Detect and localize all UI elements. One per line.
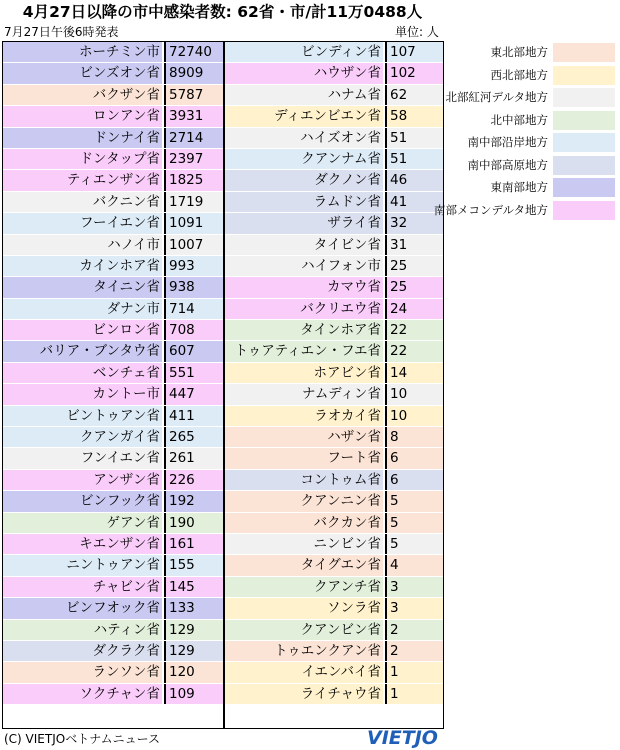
province-name: トゥエンクアン省	[225, 641, 383, 661]
table-row	[3, 555, 223, 576]
table-row	[3, 620, 223, 641]
province-name: ティエンザン省	[3, 170, 162, 190]
province-name: クアンナム省	[225, 149, 383, 169]
table-row	[3, 363, 223, 384]
table-row	[3, 192, 223, 213]
province-name: バクリエウ省	[225, 299, 383, 319]
legend-swatch	[553, 88, 615, 107]
province-name: クアンガイ省	[3, 427, 162, 447]
province-name: バリア・ブンタウ省	[3, 341, 162, 361]
province-name: ライチャウ省	[225, 684, 383, 704]
province-name: ビンフオック省	[3, 598, 162, 618]
legend-swatch	[553, 156, 615, 175]
province-name: ランソン省	[3, 662, 162, 682]
legend-swatch	[553, 66, 615, 85]
province-name: トゥアティエン・フエ省	[225, 341, 383, 361]
case-count: 102	[385, 63, 443, 83]
case-count: 551	[164, 363, 223, 383]
case-count: 6	[385, 448, 443, 468]
case-count: 1	[385, 662, 443, 682]
table-row	[3, 641, 223, 662]
table-row	[225, 63, 443, 84]
legend-item	[434, 199, 616, 222]
province-name: タイビン省	[225, 235, 383, 255]
table-row	[225, 491, 443, 512]
province-name: ホアビン省	[225, 363, 383, 383]
case-count: 190	[164, 513, 223, 533]
table-row	[3, 513, 223, 534]
province-name: ダクラク省	[3, 641, 162, 661]
province-name: ザライ省	[225, 213, 383, 233]
province-name: ソンラ省	[225, 598, 383, 618]
province-name: ハウザン省	[225, 63, 383, 83]
table-row	[3, 662, 223, 683]
case-count: 2397	[164, 149, 223, 169]
province-name: クアンチ省	[225, 577, 383, 597]
province-name: フーイエン省	[3, 213, 162, 233]
legend-item	[453, 176, 616, 199]
table-row	[3, 320, 223, 341]
case-count: 1	[385, 684, 443, 704]
table-row	[3, 684, 223, 705]
table-row	[3, 42, 223, 63]
case-count: 6	[385, 470, 443, 490]
table-row	[225, 598, 443, 619]
case-count: 107	[385, 42, 443, 62]
case-count: 8	[385, 427, 443, 447]
legend-swatch	[553, 43, 615, 62]
table-row	[225, 320, 443, 341]
province-name: イエンバイ省	[225, 662, 383, 682]
province-name: ベンチェ省	[3, 363, 162, 383]
case-count: 10	[385, 384, 443, 404]
case-count: 51	[385, 128, 443, 148]
case-count: 161	[164, 534, 223, 554]
vietjo-logo: VIETJO	[367, 727, 438, 749]
case-count: 62	[385, 85, 443, 105]
table-row	[225, 128, 443, 149]
province-name: クアンビン省	[225, 620, 383, 640]
table-row	[3, 448, 223, 469]
province-name: ロンアン省	[3, 106, 162, 126]
case-count: 10	[385, 406, 443, 426]
table-row	[225, 406, 443, 427]
case-count: 938	[164, 277, 223, 297]
case-count: 993	[164, 256, 223, 276]
case-count: 41	[385, 192, 443, 212]
case-count: 226	[164, 470, 223, 490]
province-name: ニントゥアン省	[3, 555, 162, 575]
case-count: 4	[385, 555, 443, 575]
table-row	[225, 384, 443, 405]
case-count: 133	[164, 598, 223, 618]
legend-swatch	[553, 111, 615, 130]
table-row	[3, 427, 223, 448]
province-name: バクニン省	[3, 192, 162, 212]
table-row	[3, 170, 223, 191]
province-name: ビンディン省	[225, 42, 383, 62]
table-row	[225, 42, 443, 63]
province-name: ビントゥアン省	[3, 406, 162, 426]
province-name: カインホア省	[3, 256, 162, 276]
table-column-left	[3, 42, 225, 728]
case-count: 25	[385, 256, 443, 276]
case-count: 265	[164, 427, 223, 447]
case-count: 22	[385, 341, 443, 361]
province-name: バクザン省	[3, 85, 162, 105]
case-count: 72740	[164, 42, 223, 62]
case-count: 2714	[164, 128, 223, 148]
province-name: ラオカイ省	[225, 406, 383, 426]
table-row	[225, 641, 443, 662]
case-count: 22	[385, 320, 443, 340]
legend-label: 南中部高原地方	[467, 157, 548, 172]
case-count: 8909	[164, 63, 223, 83]
table-row	[3, 256, 223, 277]
case-count: 607	[164, 341, 223, 361]
case-count: 5787	[164, 85, 223, 105]
province-name: フンイエン省	[3, 448, 162, 468]
table-row	[3, 384, 223, 405]
province-name: ダナン市	[3, 299, 162, 319]
table-row	[3, 598, 223, 619]
case-count: 31	[385, 235, 443, 255]
province-name: カマウ省	[225, 277, 383, 297]
case-count: 46	[385, 170, 443, 190]
table-row	[3, 491, 223, 512]
province-name: ホーチミン市	[3, 42, 162, 62]
province-name: アンザン省	[3, 470, 162, 490]
province-name: ディエンビエン省	[225, 106, 383, 126]
table-row	[3, 128, 223, 149]
table-row	[3, 534, 223, 555]
province-name: カントー市	[3, 384, 162, 404]
province-name: ビンロン省	[3, 320, 162, 340]
province-name: タインホア省	[225, 320, 383, 340]
province-name: ダクノン省	[225, 170, 383, 190]
case-count: 129	[164, 620, 223, 640]
table-row	[3, 63, 223, 84]
table-row	[225, 470, 443, 491]
table-column-right	[225, 42, 443, 728]
province-name: バクカン省	[225, 513, 383, 533]
table-row	[3, 470, 223, 491]
case-count: 129	[164, 641, 223, 661]
case-count: 192	[164, 491, 223, 511]
case-count: 14	[385, 363, 443, 383]
province-name: ハナム省	[225, 85, 383, 105]
case-count: 145	[164, 577, 223, 597]
announcement-date: 7月27日午後6時発表	[4, 25, 119, 39]
table-row	[3, 406, 223, 427]
province-name: ハティン省	[3, 620, 162, 640]
legend-item	[453, 64, 616, 87]
case-count: 25	[385, 277, 443, 297]
province-name: タイニン省	[3, 277, 162, 297]
table-row	[225, 277, 443, 298]
table-row	[3, 235, 223, 256]
case-count: 5	[385, 534, 443, 554]
table-row	[225, 235, 443, 256]
case-count: 58	[385, 106, 443, 126]
legend-label: 南中部沿岸地方	[467, 135, 548, 149]
case-count: 3	[385, 598, 443, 618]
province-name: ラムドン省	[225, 192, 383, 212]
table-row	[225, 256, 443, 277]
case-table	[2, 41, 444, 729]
table-row	[225, 213, 443, 234]
province-name: キエンザン省	[3, 534, 162, 554]
legend-item	[453, 131, 616, 154]
legend-label: 北中部地方	[490, 112, 548, 127]
table-row	[225, 577, 443, 598]
province-name: ハイズオン省	[225, 128, 383, 148]
case-count: 1007	[164, 235, 223, 255]
province-name: ゲアン省	[3, 513, 162, 533]
table-row	[225, 192, 443, 213]
table-row	[3, 213, 223, 234]
table-row	[225, 555, 443, 576]
legend-swatch	[553, 201, 615, 220]
copyright-footer: (C) VIETJOベトナムニュース	[4, 732, 161, 746]
province-name: ビンズオン省	[3, 63, 162, 83]
table-row	[225, 534, 443, 555]
table-row	[225, 662, 443, 683]
case-count: 5	[385, 491, 443, 511]
case-count: 120	[164, 662, 223, 682]
table-row	[225, 149, 443, 170]
table-row	[225, 170, 443, 191]
table-row	[3, 341, 223, 362]
legend-label: 南部メコンデルタ地方	[434, 202, 548, 217]
legend-label: 北部紅河デルタ地方	[445, 90, 548, 104]
case-count: 1719	[164, 192, 223, 212]
table-row	[225, 106, 443, 127]
province-name: ハノイ市	[3, 235, 162, 255]
case-count: 32	[385, 213, 443, 233]
table-row	[3, 577, 223, 598]
page-title: 4月27日以降の市中感染者数: 62省・市/計11万0488人	[22, 3, 423, 21]
province-name: チャビン省	[3, 577, 162, 597]
table-row	[3, 299, 223, 320]
table-row	[225, 299, 443, 320]
legend-item	[453, 109, 616, 132]
case-count: 1091	[164, 213, 223, 233]
legend-item	[453, 41, 616, 64]
province-name: フート省	[225, 448, 383, 468]
case-count: 109	[164, 684, 223, 704]
case-count: 447	[164, 384, 223, 404]
case-count: 714	[164, 299, 223, 319]
table-row	[225, 448, 443, 469]
table-row	[225, 513, 443, 534]
legend-swatch	[553, 133, 615, 152]
table-row	[225, 341, 443, 362]
table-row	[3, 149, 223, 170]
case-count: 3931	[164, 106, 223, 126]
province-name: ナムディン省	[225, 384, 383, 404]
case-count: 24	[385, 299, 443, 319]
case-count: 261	[164, 448, 223, 468]
case-count: 1825	[164, 170, 223, 190]
unit-label: 単位: 人	[395, 25, 439, 39]
case-count: 51	[385, 149, 443, 169]
table-row	[3, 106, 223, 127]
province-name: コントゥム省	[225, 470, 383, 490]
province-name: クアンニン省	[225, 491, 383, 511]
case-count: 2	[385, 620, 443, 640]
legend-item	[445, 86, 616, 109]
province-name: ドンナイ省	[3, 128, 162, 148]
region-legend	[434, 41, 616, 221]
table-row	[225, 85, 443, 106]
table-row	[3, 277, 223, 298]
province-name: ニンビン省	[225, 534, 383, 554]
legend-swatch	[553, 178, 615, 197]
legend-label: 東南部地方	[490, 180, 548, 194]
legend-label: 西北部地方	[490, 67, 548, 82]
table-row	[225, 363, 443, 384]
province-name: ドンタップ省	[3, 149, 162, 169]
case-count: 3	[385, 577, 443, 597]
case-count: 411	[164, 406, 223, 426]
table-row	[225, 427, 443, 448]
province-name: ビンフック省	[3, 491, 162, 511]
legend-item	[453, 154, 616, 177]
province-name: ハザン省	[225, 427, 383, 447]
case-count: 2	[385, 641, 443, 661]
legend-label: 東北部地方	[490, 45, 548, 59]
province-name: ソクチャン省	[3, 684, 162, 704]
case-count: 708	[164, 320, 223, 340]
case-count: 155	[164, 555, 223, 575]
table-row	[225, 620, 443, 641]
province-name: タイグエン省	[225, 555, 383, 575]
case-count: 5	[385, 513, 443, 533]
table-row	[225, 684, 443, 705]
table-row	[3, 85, 223, 106]
province-name: ハイフォン市	[225, 256, 383, 276]
